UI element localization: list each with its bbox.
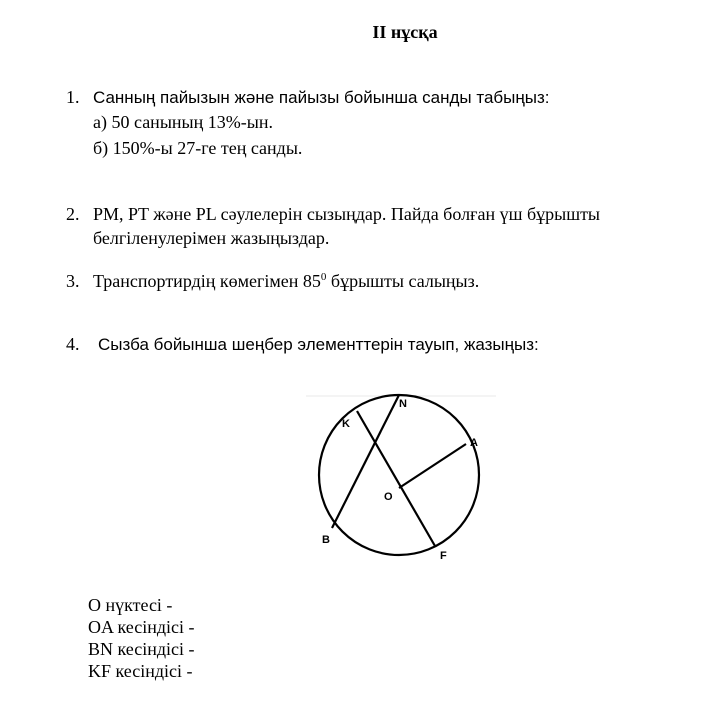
task-text: PM, PT және PL сәулелерін сызыңдар. Пайда болған үш бұрышты — [93, 204, 601, 224]
answer-line-oa: OA кесіндісі - — [88, 617, 195, 637]
task-number: 4. — [66, 334, 80, 354]
label-f: F — [440, 550, 447, 562]
task-text: Санның пайызын және пайызы бойынша санды табыңыз: — [93, 88, 550, 107]
label-k: K — [342, 418, 350, 430]
answer-line-kf: KF кесіндісі - — [88, 661, 193, 681]
label-b: B — [322, 534, 330, 546]
task-text: Сызба бойынша шеңбер элементтерін тауып, жазыңыз: — [98, 335, 539, 354]
answer-list — [88, 594, 195, 682]
task-text: Транспортирдің көмегімен $85^0$ бұрышты салыңыз. — [93, 271, 480, 291]
label-o: O — [384, 491, 393, 503]
circle-figure — [300, 388, 500, 568]
task-number: 1. — [66, 87, 80, 107]
task-text-continued: белгіленулерімен жазыңыздар. — [93, 228, 330, 248]
radius-oa — [399, 444, 466, 488]
degree-superscript: 0 — [320, 271, 327, 283]
task-number: 3. — [66, 271, 80, 291]
task-subitem-a: а) 50 санының 13%-ын. — [93, 112, 273, 132]
page-title: II нұсқа — [372, 22, 438, 42]
chord-kf — [357, 411, 435, 546]
label-a: A — [470, 437, 478, 449]
answer-line-o: О нүктесі - — [88, 595, 173, 615]
chord-bn — [332, 395, 399, 528]
label-n: N — [399, 398, 407, 410]
task-number: 2. — [66, 204, 80, 224]
task-subitem-b: б) 150%-ы 27-ге тең санды. — [93, 138, 303, 158]
answer-line-bn: BN кесіндісі - — [88, 639, 195, 659]
